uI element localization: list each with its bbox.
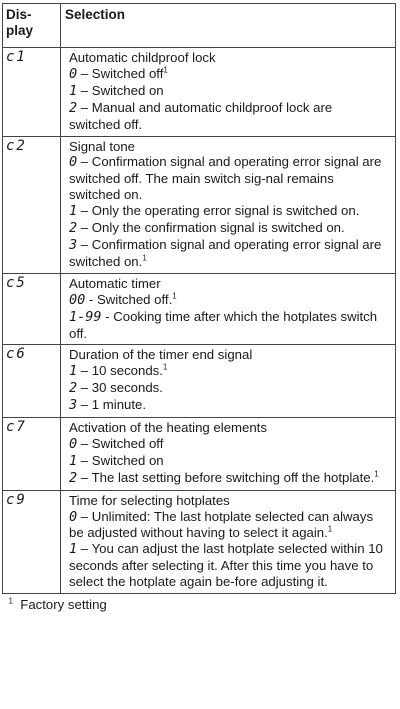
option-text: – Only the operating error signal is switched on.	[77, 203, 360, 219]
setting-title: Duration of the timer end signal	[69, 347, 253, 363]
footnote-mark: 1	[8, 596, 13, 606]
option-item	[69, 66, 385, 83]
table-header-row	[3, 4, 396, 48]
option-item	[69, 470, 385, 487]
option-value: 1	[69, 363, 78, 380]
option-value: 3	[69, 397, 78, 414]
option-value: 1	[69, 203, 78, 220]
setting-title: Time for selecting hotplates	[69, 492, 230, 508]
selection-column-header: Selection	[61, 4, 396, 48]
table-row	[3, 273, 396, 345]
option-item	[69, 541, 385, 590]
option-item	[69, 436, 385, 453]
option-value: 1	[69, 541, 78, 558]
selection-description	[61, 273, 396, 345]
option-text: – The last setting before switching off the hotplate.	[77, 469, 375, 485]
option-value: 1	[69, 82, 78, 99]
option-value: 2	[69, 99, 78, 116]
option-text: – 1 minute.	[77, 397, 147, 413]
footnote-row	[3, 594, 396, 613]
option-text: – Switched off	[77, 435, 164, 451]
option-value: 1	[69, 452, 78, 469]
option-item	[69, 397, 385, 414]
option-item	[69, 237, 385, 270]
footnote-reference: 1	[172, 291, 177, 301]
option-text: – Switched on	[77, 82, 164, 98]
selection-description	[61, 418, 396, 491]
selection-description	[61, 48, 396, 137]
option-text: – 10 seconds.	[77, 363, 163, 379]
option-item	[69, 83, 385, 100]
selection-description	[61, 136, 396, 273]
display-code: c1	[3, 48, 61, 137]
option-value: 0	[69, 154, 78, 171]
option-text: – Only the confirmation signal is switched on.	[77, 220, 345, 236]
option-item	[69, 453, 385, 470]
option-text: – Confirmation signal and operating error signal are switched off. The main switch sig-nal remains switched on.	[69, 154, 382, 203]
option-value: 2	[69, 220, 78, 237]
table-row	[3, 136, 396, 273]
display-code: c7	[3, 418, 61, 491]
selection-description	[61, 490, 396, 593]
setting-title: Activation of the heating elements	[69, 420, 267, 436]
option-text: - Switched off.	[85, 291, 173, 307]
option-value: 0	[69, 508, 78, 525]
footnote-reference: 1	[374, 469, 379, 479]
option-item	[69, 203, 385, 220]
display-header-dis: Dis-	[6, 7, 32, 22]
display-code: c2	[3, 136, 61, 273]
footnote-reference: 1	[327, 525, 333, 535]
display-header-play: play	[6, 22, 34, 38]
option-text: – Confirmation signal and operating error signal are switched on.	[69, 236, 382, 269]
option-value: 2	[69, 380, 78, 397]
option-item	[69, 292, 385, 309]
option-item	[69, 509, 385, 542]
selection-description	[61, 345, 396, 418]
footnote-text: Factory setting	[20, 597, 107, 613]
table-row	[3, 490, 396, 593]
option-text: – 30 seconds.	[77, 380, 163, 396]
option-text: - Cooking time after which the hotplates switch off.	[69, 308, 378, 341]
option-item	[69, 220, 385, 237]
option-item	[69, 154, 385, 203]
display-code: c9	[3, 490, 61, 593]
option-value: 3	[69, 236, 78, 253]
footnote-reference: 1	[142, 253, 147, 263]
option-item	[69, 363, 385, 380]
table-body	[3, 48, 396, 594]
display-code: c5	[3, 273, 61, 345]
footnote	[3, 594, 396, 613]
option-value: 0	[69, 435, 78, 452]
option-value: 1-99	[69, 308, 102, 325]
setting-title: Automatic childproof lock	[69, 50, 216, 65]
option-value: 0	[69, 65, 78, 82]
setting-title: Signal tone	[69, 138, 135, 154]
option-item	[69, 380, 385, 397]
table-row	[3, 345, 396, 418]
option-text: – Switched on	[77, 452, 164, 468]
footnote-reference: 1	[163, 65, 168, 75]
footnote-reference: 1	[162, 362, 168, 372]
option-item	[69, 309, 385, 342]
display-code: c6	[3, 345, 61, 418]
option-text: – Switched off	[77, 65, 164, 81]
option-text: – You can adjust the last hotplate selected within 10 seconds after selecting it. After this time you have to select the hotplate again be-fore adjusting it.	[69, 541, 383, 590]
option-value: 2	[69, 469, 78, 486]
settings-table	[2, 3, 396, 613]
option-text: – Manual and automatic childproof lock are switched off.	[69, 99, 333, 132]
table-row	[3, 418, 396, 491]
table-row	[3, 48, 396, 137]
option-item	[69, 100, 385, 133]
option-value: 00	[69, 291, 86, 308]
option-text: – Unlimited: The last hotplate selected can always be adjusted without having to select it again.	[69, 508, 374, 541]
display-column-header	[3, 4, 61, 48]
setting-title: Automatic timer	[69, 275, 161, 291]
